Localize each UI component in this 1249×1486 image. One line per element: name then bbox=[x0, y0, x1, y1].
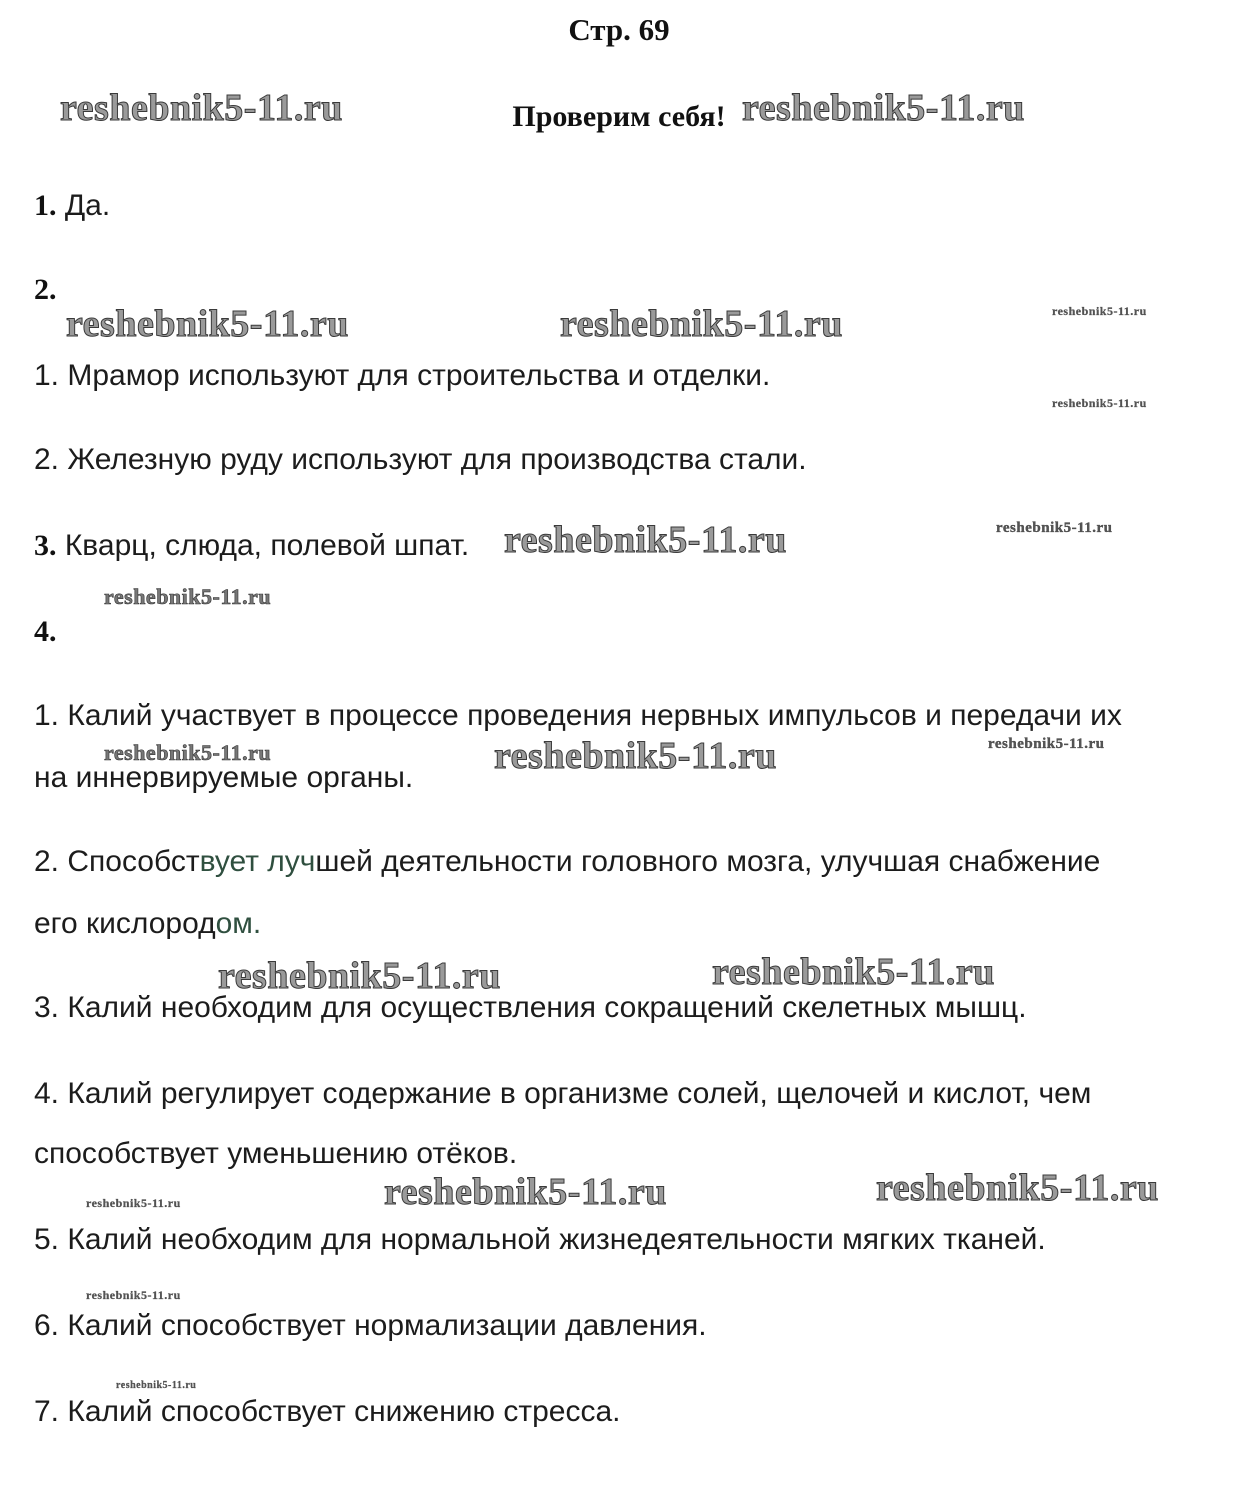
answer-2-number: 2. bbox=[34, 273, 57, 306]
answer-3-text: Кварц, слюда, полевой шпат. bbox=[56, 529, 470, 562]
watermark: reshebnik5-11.ru bbox=[60, 87, 343, 129]
answer-4-item-3: 3. Калий необходим для осуществления сокращений скелетных мышц. bbox=[34, 991, 1027, 1024]
watermark: reshebnik5-11.ru bbox=[384, 1171, 667, 1213]
answer-4-number: 4. bbox=[34, 615, 57, 648]
answer-4-item-1-line-1: 1. Калий участвует в процессе проведения нервных импульсов и передачи их bbox=[34, 699, 1122, 732]
answer-4-item-4-line-1: 4. Калий регулирует содержание в организме солей, щелочей и кислот, чем bbox=[34, 1077, 1092, 1110]
answer-1-number: 1. bbox=[34, 189, 57, 222]
answer-3-number: 3. bbox=[34, 529, 57, 562]
watermark: reshebnik5-11.ru bbox=[988, 736, 1105, 752]
watermark: reshebnik5-11.ru bbox=[104, 740, 272, 765]
answer-4-item-2-line-1 bbox=[34, 844, 1100, 880]
answer-4-item-5: 5. Калий необходим для нормальной жизнедеятельности мягких тканей. bbox=[34, 1223, 1046, 1256]
watermark: reshebnik5-11.ru bbox=[1052, 396, 1147, 410]
answer-3 bbox=[34, 528, 469, 564]
answer-2-item-1: 1. Мрамор используют для строительства и отделки. bbox=[34, 359, 771, 392]
watermark: reshebnik5-11.ru bbox=[742, 87, 1025, 129]
watermark: reshebnik5-11.ru bbox=[86, 1288, 181, 1302]
section-heading: Проверим себя! bbox=[512, 100, 726, 133]
answer-4-item-1-line-2: на иннервируемые органы. bbox=[34, 761, 414, 794]
watermark: reshebnik5-11.ru bbox=[218, 955, 501, 997]
answer-4-item-2-part-e: ом. bbox=[215, 907, 262, 940]
answer-1-text: Да. bbox=[56, 189, 111, 222]
watermark: reshebnik5-11.ru bbox=[104, 584, 272, 609]
watermark: reshebnik5-11.ru bbox=[504, 519, 787, 561]
watermark: reshebnik5-11.ru bbox=[996, 520, 1113, 536]
answer-4-item-2-part-c: шей деятельности головного мозга, улучшая снабжение bbox=[315, 845, 1101, 878]
answer-4-item-2-part-b: вует луч bbox=[199, 845, 316, 878]
watermark: reshebnik5-11.ru bbox=[66, 303, 349, 345]
watermark: reshebnik5-11.ru bbox=[560, 303, 843, 345]
answer-4-item-4-line-2: способствует уменьшению отёков. bbox=[34, 1137, 518, 1170]
answer-4-item-2-part-d: его кислород bbox=[34, 907, 216, 940]
watermark: reshebnik5-11.ru bbox=[1052, 304, 1147, 318]
answer-4-item-7: 7. Калий способствует снижению стресса. bbox=[34, 1395, 621, 1428]
page-number: Стр. 69 bbox=[568, 12, 670, 47]
answer-4-number-line bbox=[34, 614, 57, 650]
answer-1 bbox=[34, 188, 110, 224]
watermark: reshebnik5-11.ru bbox=[712, 951, 995, 993]
watermark: reshebnik5-11.ru bbox=[494, 735, 777, 777]
answer-4-item-6: 6. Калий способствует нормализации давления. bbox=[34, 1309, 707, 1342]
answer-4-item-2-part-a: 2. Способст bbox=[34, 845, 200, 878]
watermark: reshebnik5-11.ru bbox=[116, 1380, 197, 1391]
answer-4-item-2-line-2 bbox=[34, 906, 261, 942]
answer-2-number-line bbox=[34, 272, 57, 308]
watermark: reshebnik5-11.ru bbox=[86, 1196, 181, 1210]
watermark: reshebnik5-11.ru bbox=[876, 1167, 1159, 1209]
answer-2-item-2: 2. Железную руду используют для производства стали. bbox=[34, 443, 807, 476]
